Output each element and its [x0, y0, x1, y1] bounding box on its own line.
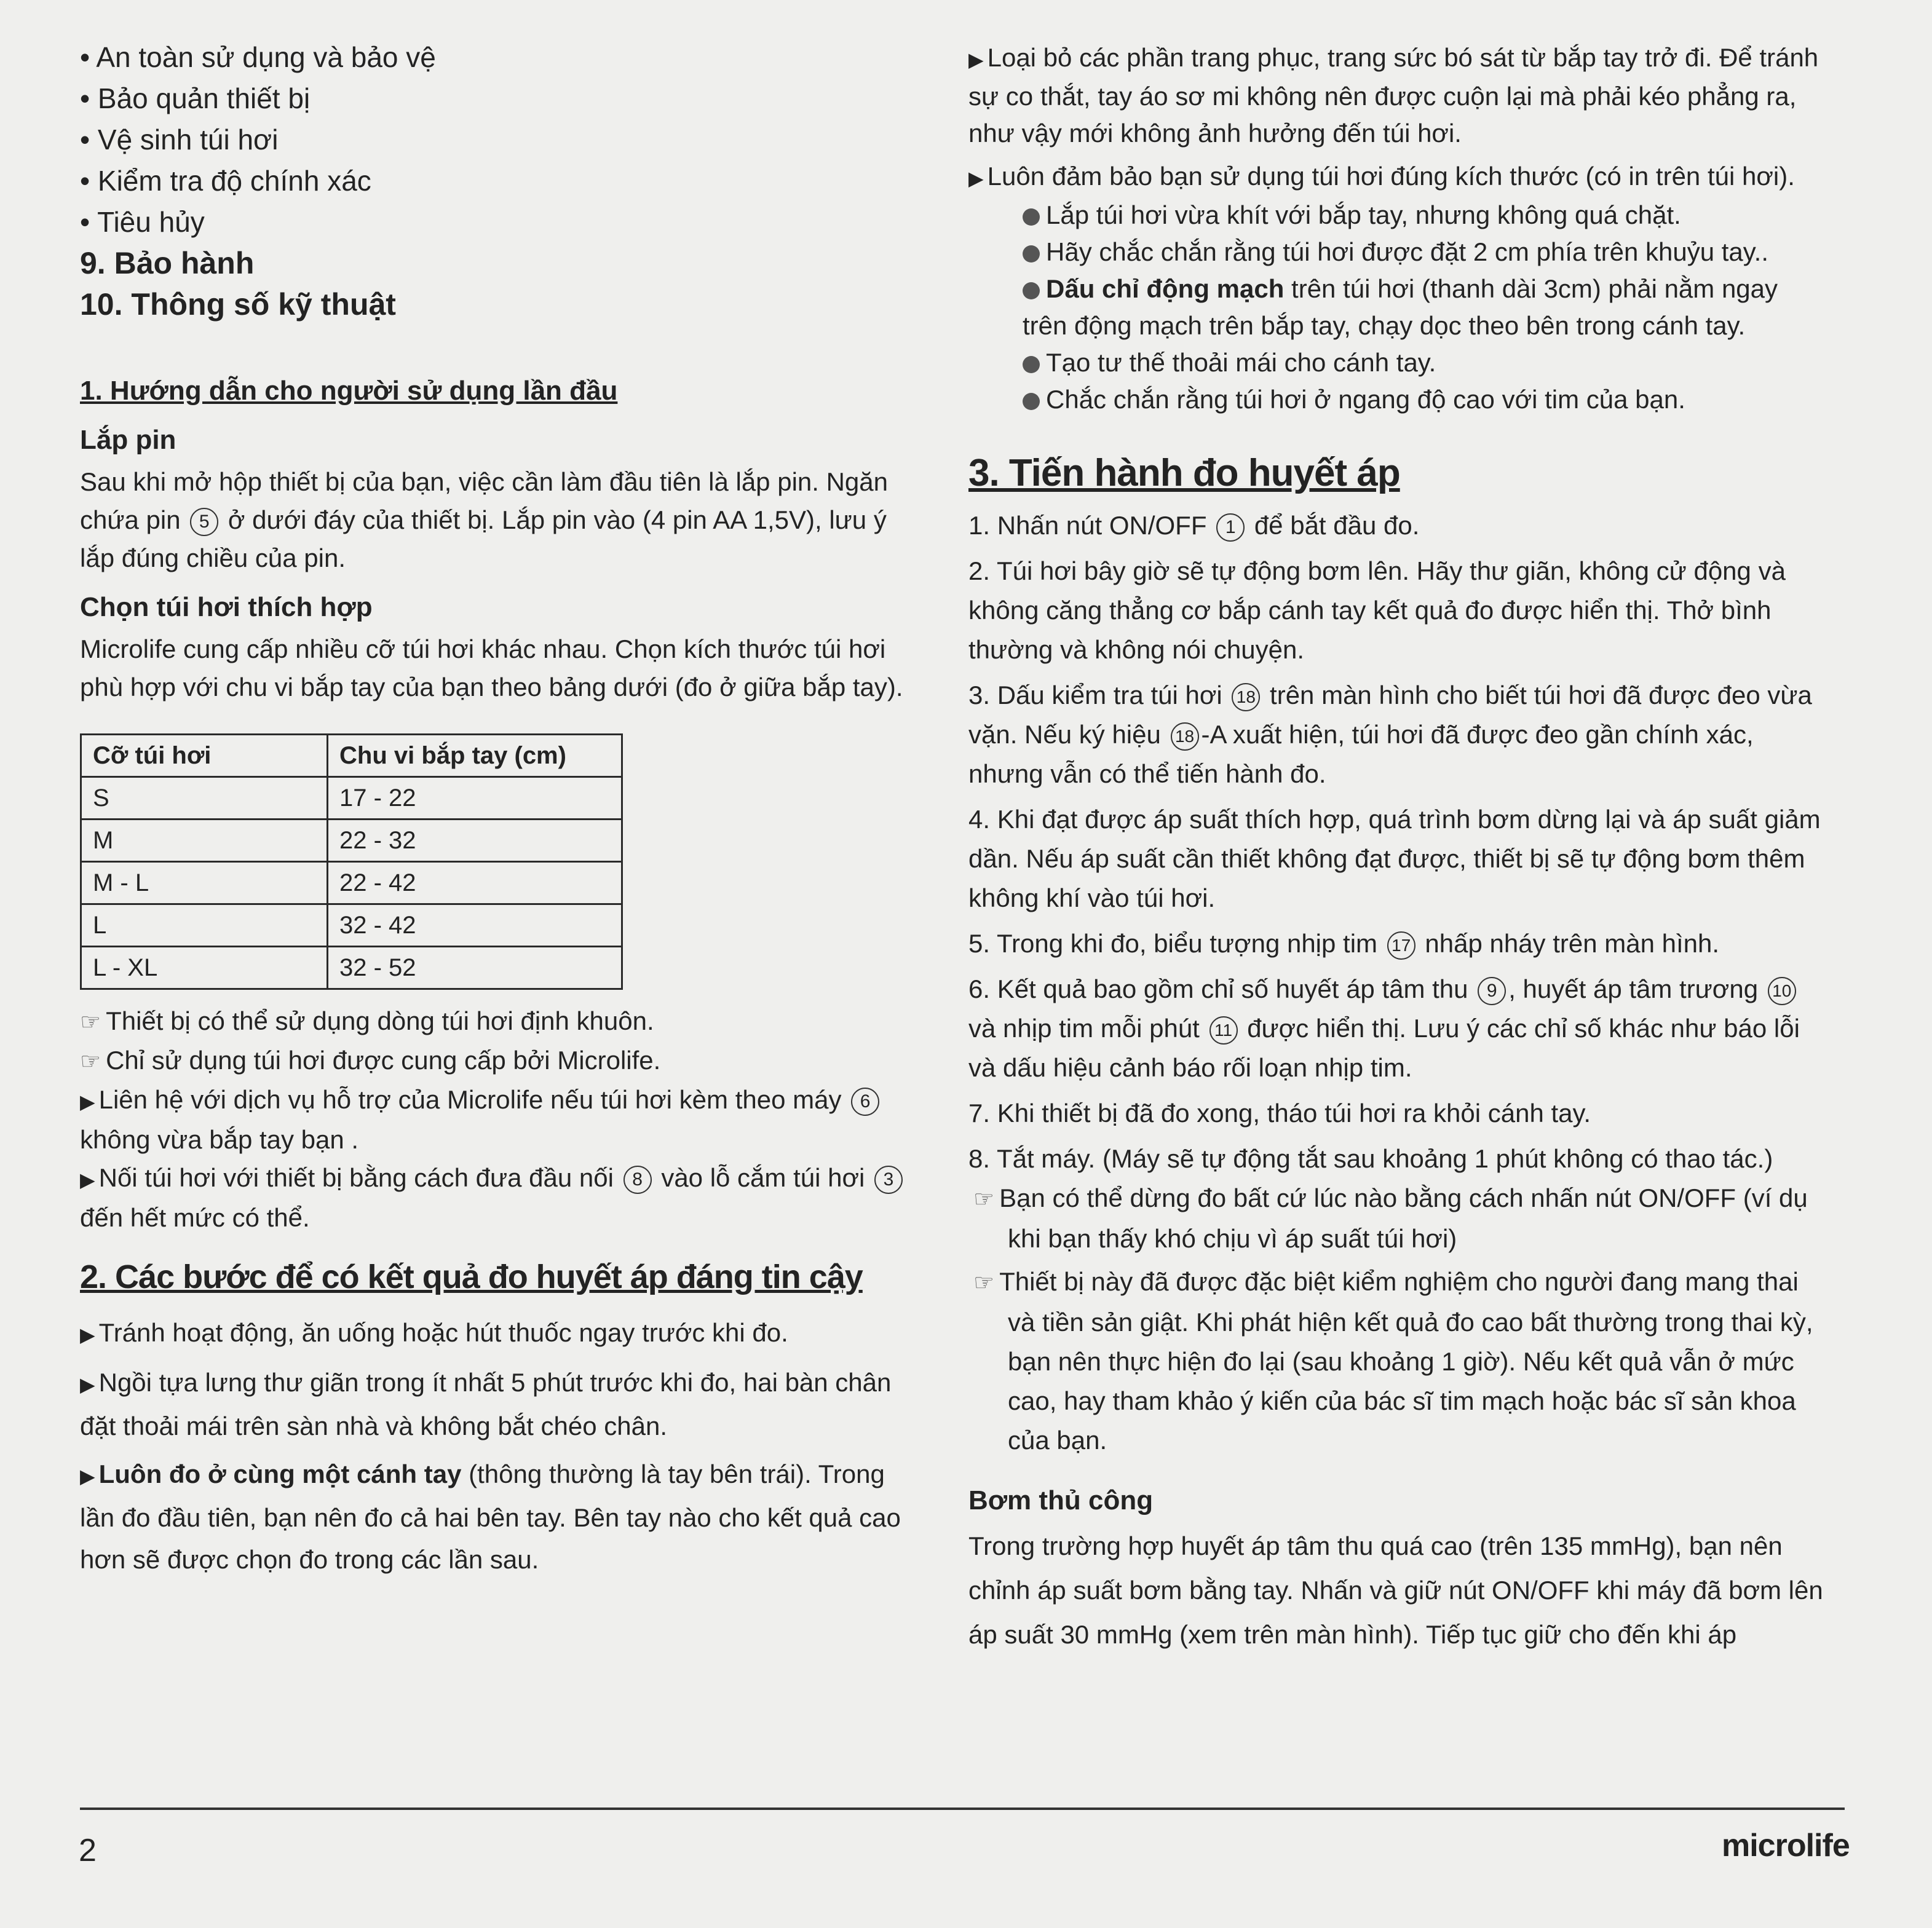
- note-item: ☞ Chỉ sử dụng túi hơi được cung cấp bởi Microlife.: [80, 1046, 661, 1075]
- arrow-bullet-icon: ▶: [968, 167, 984, 189]
- table-cell: 22 - 32: [328, 820, 622, 862]
- callout-number: 1: [1216, 513, 1245, 542]
- cuff-size-table: [80, 733, 623, 990]
- callout-number: 5: [190, 508, 218, 536]
- sub-bullet-item: Hãy chắc chắn rằng túi hơi được đặt 2 cm phía trên khuỷu tay..: [1023, 234, 1829, 271]
- footer-divider: [80, 1808, 1845, 1810]
- pointing-hand-icon: ☞: [973, 1270, 995, 1296]
- table-header: Chu vi bắp tay (cm): [328, 735, 622, 777]
- section-3-title: 3. Tiến hành đo huyết áp: [968, 452, 1400, 494]
- table-cell: L: [81, 904, 328, 947]
- note-item: ☞ Thiết bị có thể sử dụng dòng túi hơi định khuôn.: [80, 1006, 654, 1035]
- bullet-item: ▶ Loại bỏ các phần trang phục, trang sức bó sát từ bắp tay trở đi. Để tránh sự co thắt, tay áo sơ mi không nên được cuộn lại mà phải kéo phẳng ra, như vậy mới không ảnh hưởng đến túi hơi.: [968, 43, 1819, 148]
- note-item: ☞ Thiết bị này đã được đặc biệt kiểm nghiệm cho người đang mang thai và tiền sản giật. Khi phát hiện kết quả đo cao bất thường trong thai kỳ, bạn nên thực hiện đo lại (sau khoảng 1 giờ). Nếu kết quả vẫn ở mức cao, hay tham khảo ý kiến của bác sĩ tim mạch hoặc bác sĩ sản khoa của bạn.: [973, 1267, 1813, 1455]
- right-column: [968, 39, 1829, 1657]
- toc-list: [80, 37, 910, 325]
- callout-number: 17: [1387, 931, 1415, 960]
- arrow-bullet-icon: ▶: [80, 1373, 95, 1396]
- sub-bullet-item: Dấu chỉ động mạch trên túi hơi (thanh dài 3cm) phải nằm ngay trên động mạch trên bắp tay, chạy dọc theo bên trong cánh tay.: [1023, 274, 1778, 340]
- dot-bullet-icon: [1023, 245, 1040, 263]
- manual-inflation-text: Trong trường hợp huyết áp tâm thu quá cao (trên 135 mmHg), bạn nên chỉnh áp suất bơm bằng tay. Nhấn và giữ nút ON/OFF khi máy đã bơm lên áp suất 30 mmHg (xem trên màn hình). Tiếp tục giữ cho đến khi áp: [968, 1531, 1823, 1649]
- brand-logo: microlife: [1722, 1828, 1850, 1863]
- table-row: [81, 862, 622, 904]
- bullet-item: ▶ Luôn đo ở cùng một cánh tay (thông thường là tay bên trái). Trong lần đo đầu tiên, bạn nên đo cả hai bên tay. Bên tay nào cho kết quả cao hơn sẽ được chọn đo trong các lần sau.: [80, 1460, 901, 1574]
- toc-item: • An toàn sử dụng và bảo vệ: [80, 41, 436, 73]
- arrow-bullet-icon: ▶: [80, 1465, 95, 1487]
- callout-number: 18: [1232, 683, 1260, 711]
- callout-number: 8: [624, 1166, 652, 1194]
- toc-item: • Bảo quản thiết bị: [80, 82, 311, 114]
- dot-bullet-icon: [1023, 282, 1040, 299]
- toc-heading-specs: 10. Thông số kỹ thuật: [80, 287, 396, 322]
- step-item: 6. Kết quả bao gồm chỉ số huyết áp tâm thu 9 , huyết áp tâm trương 10 và nhịp tim mỗi phút 11 được hiển thị. Lưu ý các chỉ số khác như báo lỗi và dấu hiệu cảnh báo rối loạn nhịp tim.: [968, 974, 1800, 1082]
- arrow-bullet-icon: ▶: [968, 49, 984, 71]
- sub-bullet-list: [968, 197, 1829, 418]
- callout-number: 3: [874, 1166, 903, 1194]
- step-item: 5. Trong khi đo, biểu tượng nhịp tim 17 nhấp nháy trên màn hình.: [968, 924, 1829, 963]
- manual-inflation-title: Bơm thủ công: [968, 1485, 1154, 1515]
- table-row: [81, 947, 622, 989]
- bullet-item: ▶ Tránh hoạt động, ăn uống hoặc hút thuốc ngay trước khi đo.: [80, 1318, 788, 1347]
- battery-text: Sau khi mở hộp thiết bị của bạn, việc cần làm đầu tiên là lắp pin. Ngăn chứa pin 5 ở dưới đáy của thiết bị. Lắp pin vào (4 pin AA 1,5V), lưu ý lắp đúng chiều của pin.: [80, 467, 888, 572]
- step-item: 8. Tắt máy. (Máy sẽ tự động tắt sau khoảng 1 phút không có thao tác.): [968, 1144, 1773, 1173]
- pointing-hand-icon: ☞: [80, 1009, 101, 1035]
- table-row: [81, 777, 622, 820]
- arrow-bullet-icon: ▶: [80, 1324, 95, 1346]
- toc-item: • Tiêu hủy: [80, 206, 205, 238]
- section-2-title: 2. Các bước để có kết quả đo huyết áp đáng tin cậy: [80, 1258, 863, 1295]
- table-cell: S: [81, 777, 328, 820]
- table-row: [81, 820, 622, 862]
- left-column: [80, 37, 910, 1587]
- step-item: 7. Khi thiết bị đã đo xong, tháo túi hơi ra khỏi cánh tay.: [968, 1099, 1591, 1128]
- callout-number: 6: [851, 1088, 879, 1116]
- table-header: Cỡ túi hơi: [81, 735, 328, 777]
- bullet-item: ▶ Nối túi hơi với thiết bị bằng cách đưa đầu nối 8 vào lỗ cắm túi hơi 3 đến hết mức có thể.: [80, 1159, 910, 1237]
- toc-item: • Kiểm tra độ chính xác: [80, 165, 371, 197]
- arrow-bullet-icon: ▶: [80, 1169, 95, 1191]
- callout-number: 11: [1209, 1016, 1238, 1045]
- cuff-text: Microlife cung cấp nhiều cỡ túi hơi khác nhau. Chọn kích thước túi hơi phù hợp với chu vi bắp tay của bạn theo bảng dưới (đo ở giữa bắp tay).: [80, 634, 903, 701]
- table-cell: 32 - 52: [328, 947, 622, 989]
- bullet-item: ▶ Luôn đảm bảo bạn sử dụng túi hơi đúng kích thước (có in trên túi hơi).: [968, 162, 1795, 191]
- toc-item: • Vệ sinh túi hơi: [80, 124, 279, 156]
- pointing-hand-icon: ☞: [80, 1049, 101, 1075]
- bullet-item: ▶ Ngồi tựa lưng thư giãn trong ít nhất 5 phút trước khi đo, hai bàn chân đặt thoải mái trên sàn nhà và không bắt chéo chân.: [80, 1368, 892, 1440]
- step-item: 3. Dấu kiểm tra túi hơi 18 trên màn hình cho biết túi hơi đã được đeo vừa vặn. Nếu ký hiệu 18 -A xuất hiện, túi hơi đã được đeo gần chính xác, nhưng vẫn có thể tiến hành đo.: [968, 681, 1812, 788]
- sub-bullet-item: Chắc chắn rằng túi hơi ở ngang độ cao với tim của bạn.: [1023, 381, 1829, 418]
- table-cell: M: [81, 820, 328, 862]
- dot-bullet-icon: [1023, 393, 1040, 410]
- callout-number: 18: [1171, 722, 1199, 751]
- sub-bullet-item: Lắp túi hơi vừa khít với bắp tay, nhưng không quá chặt.: [1023, 197, 1829, 234]
- step-item: 2. Túi hơi bây giờ sẽ tự động bơm lên. Hãy thư giãn, không cử động và không căng thẳng cơ bắp cánh tay kết quả đo được hiển thị. Thở bình thường và không nói chuyện.: [968, 556, 1786, 664]
- callout-number: 9: [1478, 977, 1506, 1005]
- dot-bullet-icon: [1023, 356, 1040, 373]
- table-header-row: [81, 735, 622, 777]
- table-row: [81, 904, 622, 947]
- page-number: 2: [79, 1833, 97, 1868]
- table-cell: 32 - 42: [328, 904, 622, 947]
- dot-bullet-icon: [1023, 208, 1040, 226]
- section-1-title: 1. Hướng dẫn cho người sử dụng lần đầu: [80, 376, 618, 406]
- sub-bullet-item: Tạo tư thế thoải mái cho cánh tay.: [1023, 344, 1829, 381]
- table-cell: M - L: [81, 862, 328, 904]
- note-item: ☞ Bạn có thể dừng đo bất cứ lúc nào bằng cách nhấn nút ON/OFF (ví dụ khi bạn thấy khó chịu vì áp suất túi hơi): [973, 1183, 1808, 1253]
- table-cell: L - XL: [81, 947, 328, 989]
- pointing-hand-icon: ☞: [973, 1187, 995, 1212]
- bullet-item: ▶ Liên hệ với dịch vụ hỗ trợ của Microlife nếu túi hơi kèm theo máy 6 không vừa bắp tay bạn .: [80, 1081, 910, 1159]
- cuff-title: Chọn túi hơi thích hợp: [80, 592, 373, 622]
- step-item: 4. Khi đạt được áp suất thích hợp, quá trình bơm dừng lại và áp suất giảm dần. Nếu áp suất cần thiết không đạt được, thiết bị sẽ tự động bơm thêm không khí vào túi hơi.: [968, 805, 1821, 912]
- table-cell: 17 - 22: [328, 777, 622, 820]
- battery-title: Lắp pin: [80, 425, 176, 455]
- toc-heading-warranty: 9. Bảo hành: [80, 246, 255, 280]
- callout-number: 10: [1768, 977, 1796, 1005]
- table-cell: 22 - 42: [328, 862, 622, 904]
- step-item: 1. Nhấn nút ON/OFF 1 để bắt đầu đo.: [968, 506, 1829, 545]
- arrow-bullet-icon: ▶: [80, 1091, 95, 1113]
